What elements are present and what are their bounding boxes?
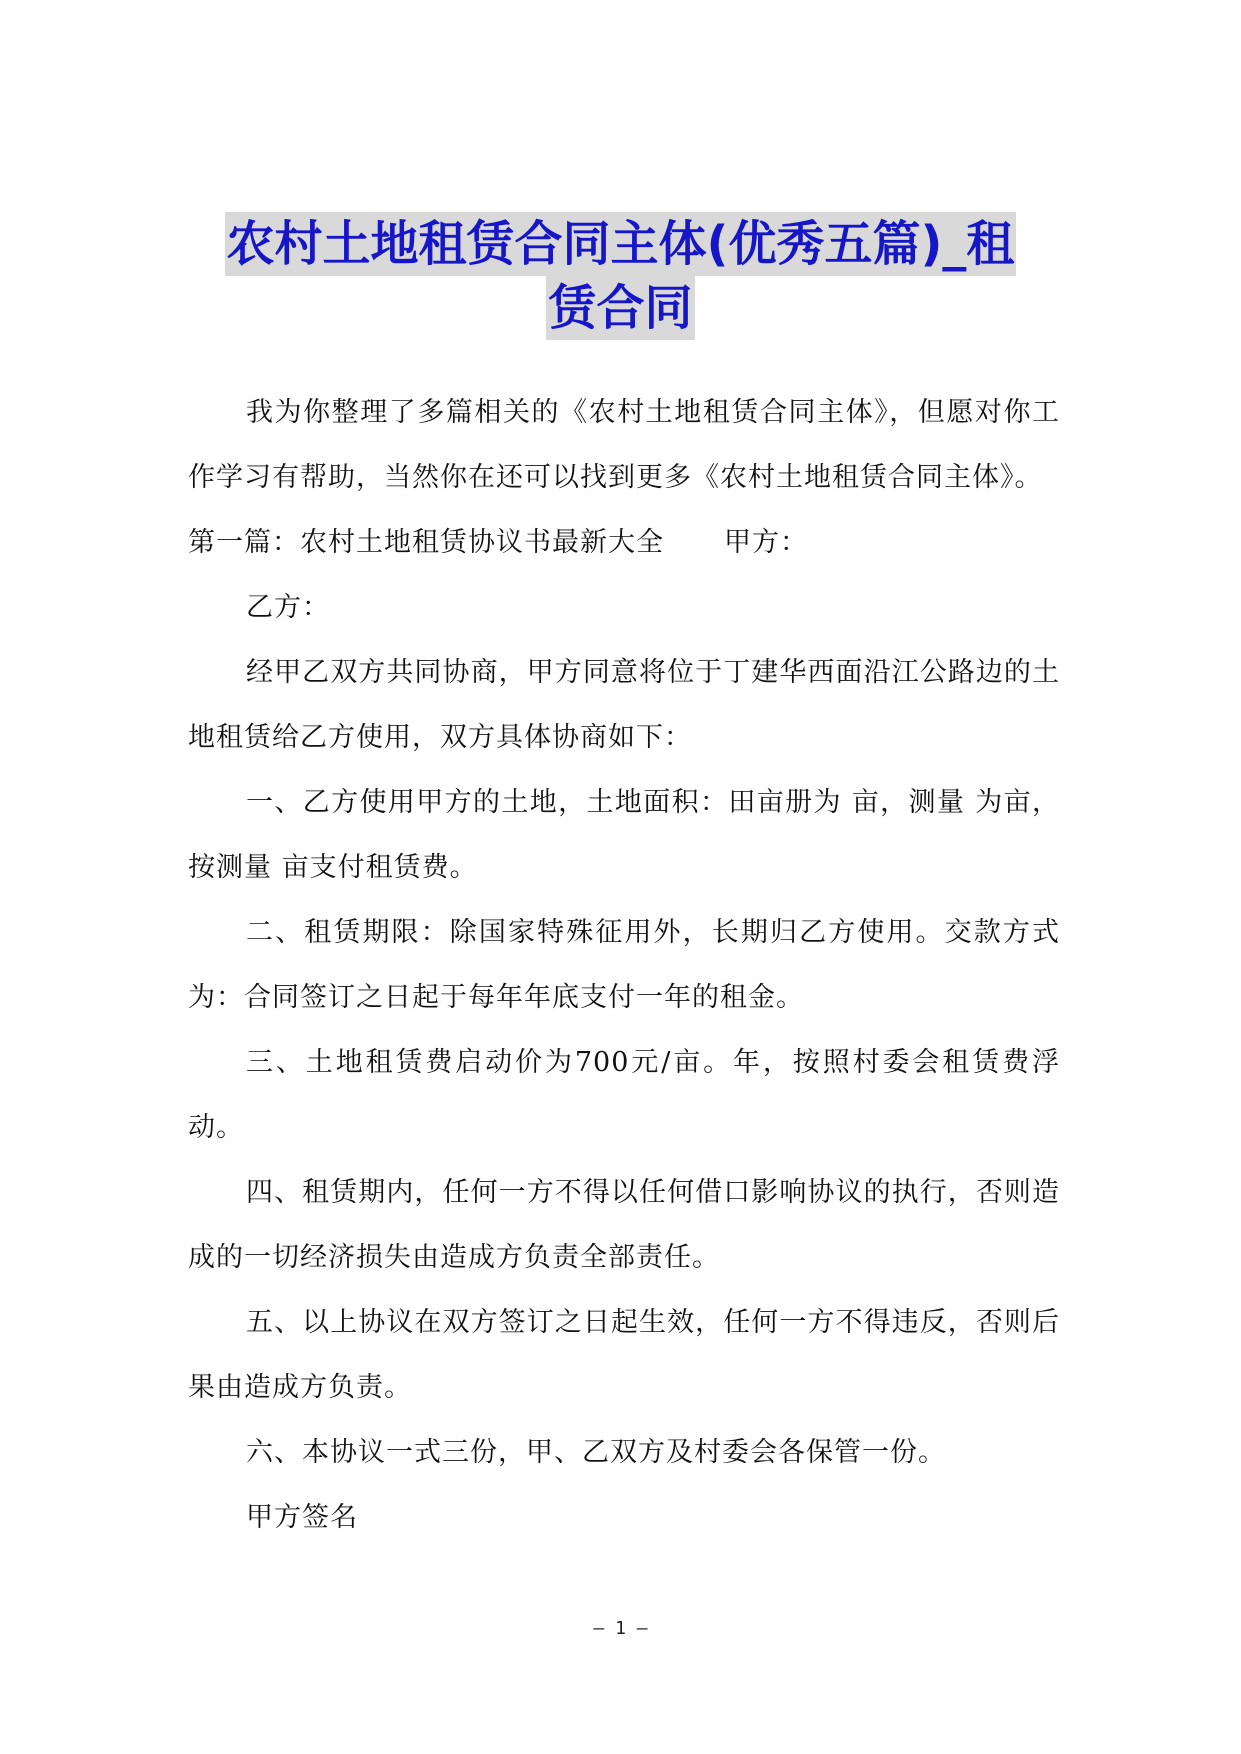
section-heading-line [188, 510, 1060, 575]
negotiation-paragraph: 经甲乙双方共同协商，甲方同意将位于丁建华西面沿江公路边的土地租赁给乙方使用，双方具体协商如下： [188, 657, 1060, 753]
clause-two: 二、租赁期限：除国家特殊征用外，长期归乙方使用。交款方式为：合同签订之日起于每年年底支付一年的租金。 [188, 917, 1060, 1013]
party-b-label: 乙方： [246, 592, 330, 623]
document-title [150, 212, 1091, 340]
clause-one: 一、乙方使用甲方的土地，土地面积：田亩册为 亩，测量 为亩，按测量 亩支付租赁费。 [188, 787, 1060, 883]
party-a-label: 甲方： [724, 527, 808, 558]
signature-party-a: 甲方签名 [246, 1502, 358, 1533]
clause-four: 四、租赁期内，任何一方不得以任何借口影响协议的执行，否则造成的一切经济损失由造成方负责全部责任。 [188, 1177, 1060, 1273]
title-line-2: 赁合同 [546, 276, 694, 340]
page-number: — 1 — [593, 1618, 648, 1639]
section-heading: 第一篇：农村土地租赁协议书最新大全 [188, 527, 664, 558]
intro-paragraph: 我为你整理了多篇相关的《农村土地租赁合同主体》，但愿对你工作学习有帮助，当然你在还可以找到更多《农村土地租赁合同主体》。 [188, 397, 1060, 493]
clause-six: 六、本协议一式三份，甲、乙双方及村委会各保管一份。 [246, 1437, 946, 1468]
document-body [188, 380, 1060, 1550]
clause-five: 五、以上协议在双方签订之日起生效，任何一方不得违反，否则后果由造成方负责。 [188, 1307, 1060, 1403]
clause-three: 三、土地租赁费启动价为700元/亩。年，按照村委会租赁费浮动。 [188, 1047, 1060, 1143]
title-line-1: 农村土地租赁合同主体(优秀五篇)_租 [225, 212, 1017, 276]
